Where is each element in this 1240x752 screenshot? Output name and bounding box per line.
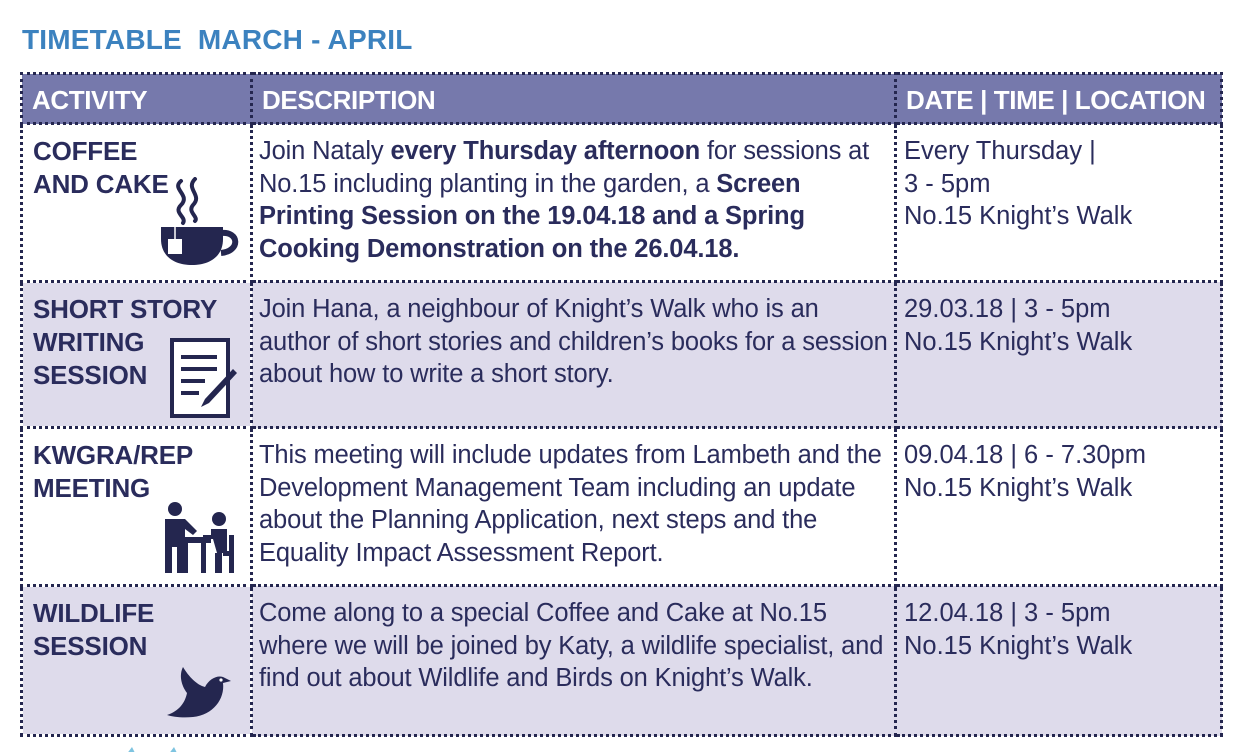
table-row (22, 282, 1222, 428)
date-time-location-cell: 29.03.18 | 3 - 5pm No.15 Knight’s Walk (896, 282, 1222, 428)
timetable (20, 72, 1223, 737)
description-emphasis: every Thursday afternoon (390, 137, 701, 165)
decorative-leaf-icon (122, 742, 186, 752)
table-row (22, 124, 1222, 282)
table-header-row (22, 74, 1222, 124)
activity-cell (22, 586, 252, 736)
activity-cell (22, 428, 252, 586)
bird-icon (165, 665, 233, 721)
date-time-location-cell: 09.04.18 | 6 - 7.30pm No.15 Knight’s Walk (896, 428, 1222, 586)
description-cell: Come along to a special Coffee and Cake at No.15 where we will be joined by Katy, a wildlife specialist, and find out about Wildlife and Birds on Knight’s Walk. (252, 586, 896, 736)
description-emphasis: Screen Printing Session on the 19.04.18 and a Spring Cooking Demonstration on the 26.04.18. (259, 169, 805, 263)
date-time-location-cell: 12.04.18 | 3 - 5pm No.15 Knight’s Walk (896, 586, 1222, 736)
activity-name: KWGRA/REP MEETING (33, 440, 193, 503)
header-activity: ACTIVITY (22, 74, 252, 124)
activity-name: SHORT STORY WRITING SESSION (33, 294, 218, 390)
document-pencil-icon (169, 337, 237, 419)
table-row (22, 428, 1222, 586)
coffee-cup-icon (157, 177, 241, 267)
date-time-location-cell: Every Thursday | 3 - 5pm No.15 Knight’s Walk (896, 124, 1222, 282)
page-title: TIMETABLE MARCH - APRIL (22, 24, 413, 55)
meeting-people-icon (157, 501, 241, 575)
activity-name: COFFEE AND CAKE (33, 136, 169, 199)
description-cell (252, 124, 896, 282)
table-row (22, 586, 1222, 736)
description-text: for sessions at No.15 including planting in the garden, a (259, 137, 870, 198)
description-cell: This meeting will include updates from Lambeth and the Development Management Team including an update about the Planning Application, next steps and the Equality Impact Assessment Report. (252, 428, 896, 586)
activity-name: WILDLIFE SESSION (33, 598, 155, 661)
header-date-time-location: DATE | TIME | LOCATION (896, 74, 1222, 124)
header-description: DESCRIPTION (252, 74, 896, 124)
activity-cell (22, 124, 252, 282)
description-cell: Join Hana, a neighbour of Knight’s Walk who is an author of short stories and children’s books for a session about how to write a short story. (252, 282, 896, 428)
activity-cell (22, 282, 252, 428)
description-text: Join Nataly (259, 137, 391, 165)
